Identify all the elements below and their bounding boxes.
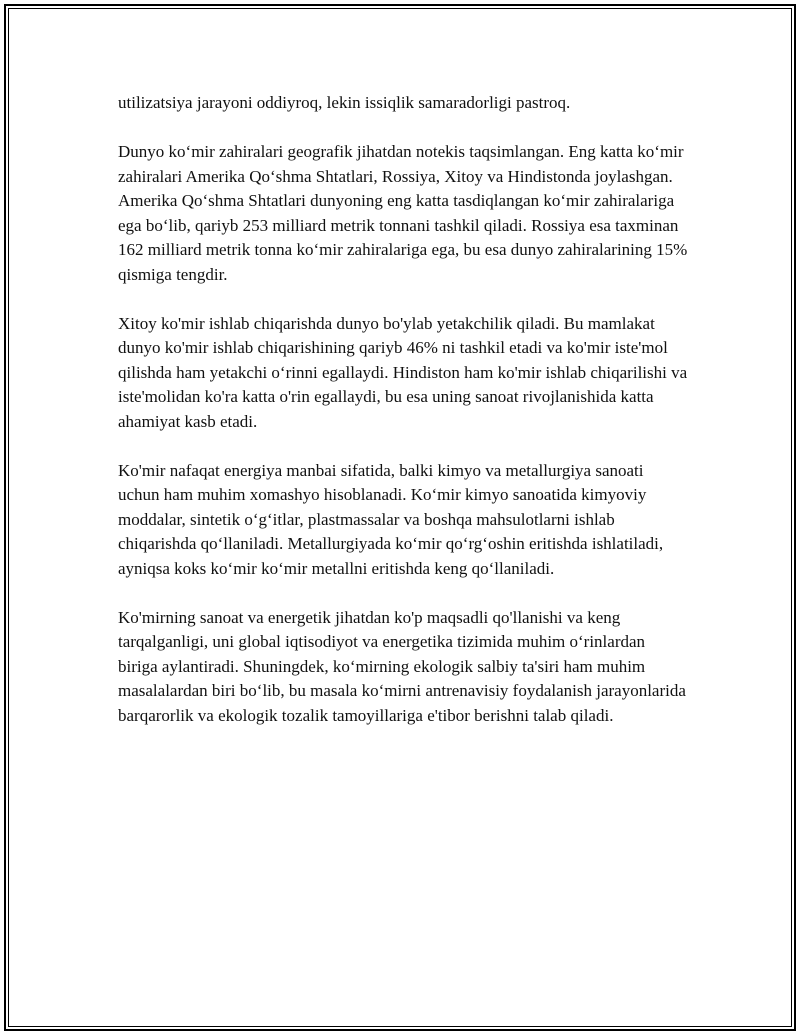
paragraph-1: utilizatsiya jarayoni oddiyroq, lekin issiqlik samaradorligi pastroq. [118,93,571,112]
paragraph-3: Xitoy ko'mir ishlab chiqarishda dunyo bo'ylab yetakchilik qiladi. Bu mamlakat dunyo ko'mir ishlab chiqarishining qariyb 46% ni tashkil etadi va ko'mir iste'mol qilishda ham yetakchi o‘rinni egallaydi. Hindiston ham ko'mir ishlab chiqarilishi va iste'molidan ko'ra katta o'rin egallaydi, bu esa uning sanoat rivojlanishida katta ahamiyat kasb etadi. [118,313,688,431]
document-body [118,91,688,753]
paragraph-5: Ko'mirning sanoat va energetik jihatdan ko'p maqsadli qo'llanishi va keng tarqalganligi, uni global iqtisodiyot va energetika tizimida muhim o‘rinlardan biriga aylantiradi. Shuningdek, ko‘mirning ekologik salbiy ta'siri ham muhim masalalardan biri bo‘lib, bu masala ko‘mirni antrenavisiy foydalanish jarayonlarida barqarorlik va ekologik tozalik tamoyillariga e'tibor berishni talab qiladi. [118,607,686,725]
paragraph-2: Dunyo ko‘mir zahiralari geografik jihatdan notekis taqsimlangan. Eng katta ko‘mir zahiralari Amerika Qo‘shma Shtatlari, Rossiya, Xitoy va Hindistonda joylashgan. Amerika Qo‘shma Shtatlari dunyoning eng katta tasdiqlangan ko‘mir zahiralariga ega bo‘lib, qariyb 253 milliard metrik tonnani tashkil qiladi. Rossiya esa taxminan 162 milliard metrik tonna ko‘mir zahiralariga ega, bu esa dunyo zahiralarining 15% qismiga tengdir. [118,142,688,284]
paragraph-4: Ko'mir nafaqat energiya manbai sifatida, balki kimyo va metallurgiya sanoati uchun ham muhim xomashyo hisoblanadi. Ko‘mir kimyo sanoatida kimyoviy moddalar, sintetik o‘g‘itlar, plastmassalar va boshqa mahsulotlarni ishlab chiqarishda qo‘llaniladi. Metallurgiyada ko‘mir qo‘rg‘oshin eritishda ishlatiladi, ayniqsa koks ko‘mir ko‘mir metallni eritishda keng qo‘llaniladi. [118,460,664,578]
